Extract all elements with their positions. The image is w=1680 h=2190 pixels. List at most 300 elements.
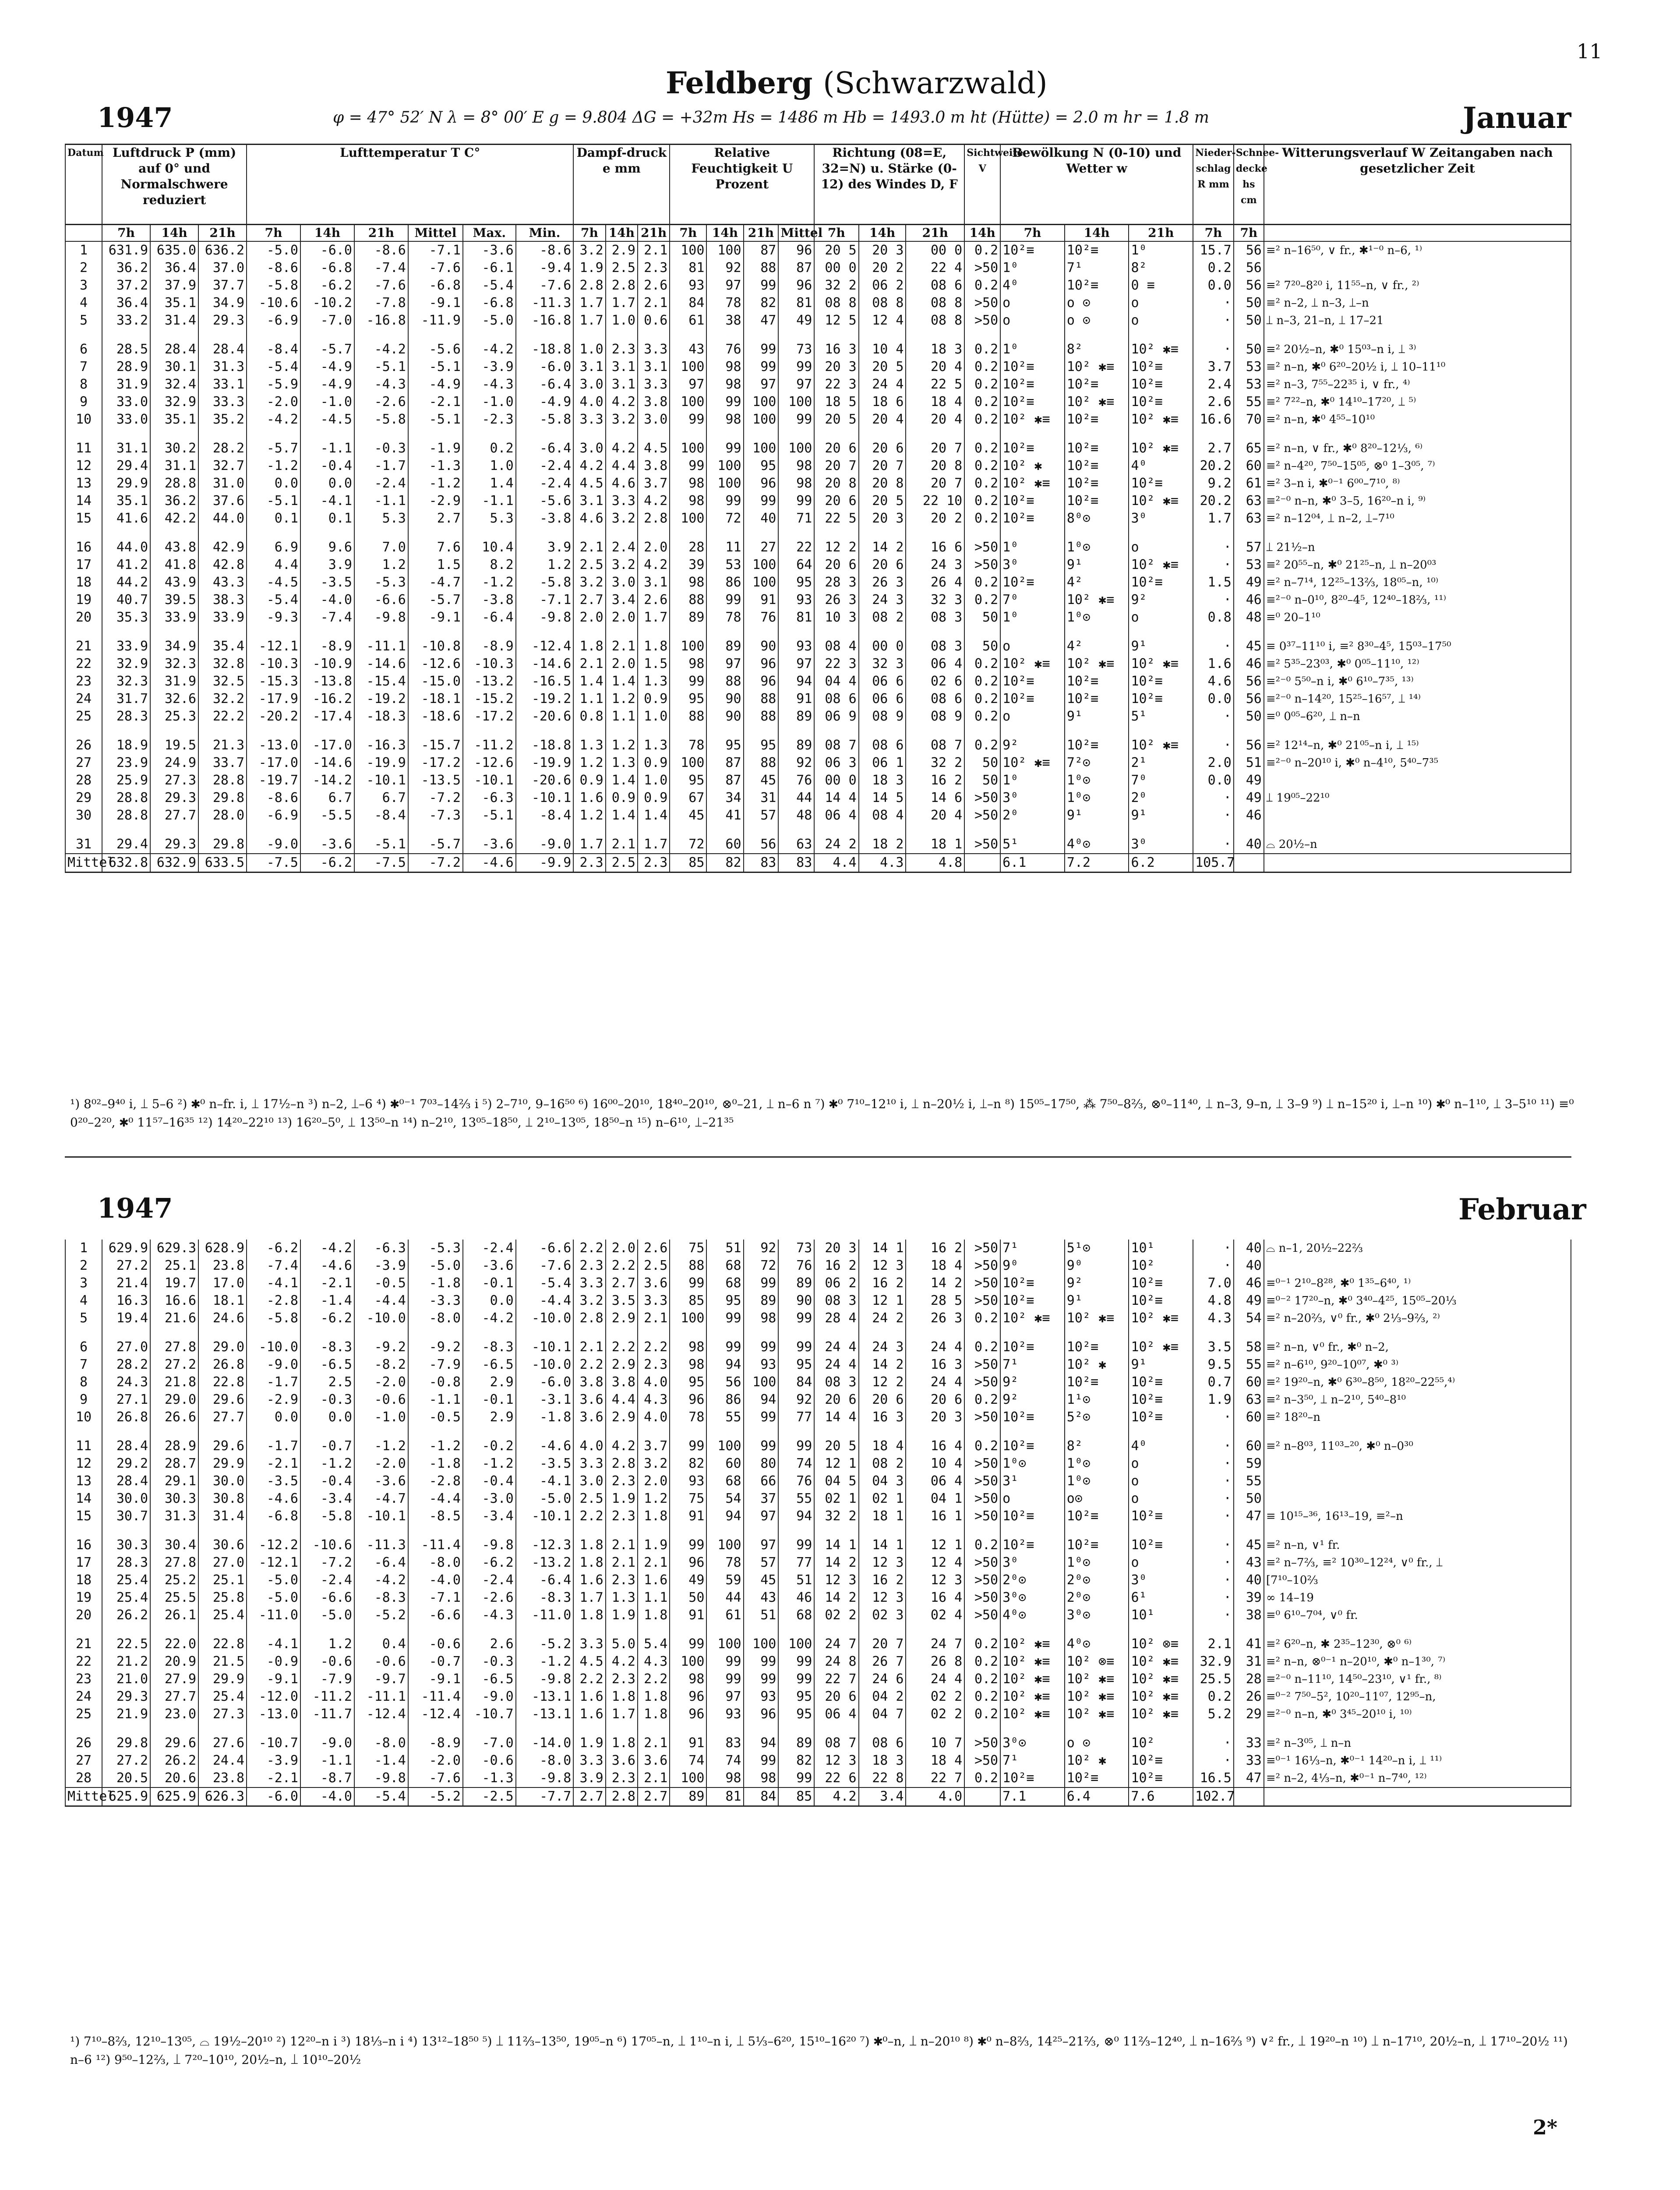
- cell-p-21h: 35.4: [198, 626, 247, 655]
- cell-wind-7h: 22 3: [814, 376, 858, 393]
- cell-schneedecke: 39: [1234, 1589, 1264, 1607]
- cell-t-14h: -4.1: [300, 492, 354, 510]
- cell-t-14h: -13.8: [300, 673, 354, 690]
- cell-u-14h: 55: [706, 1409, 743, 1426]
- cell-n-7h: 10²≡: [1000, 1275, 1065, 1292]
- cell-n-14h: 10²≡: [1065, 411, 1129, 428]
- cell-niederschlag: ·: [1193, 1554, 1234, 1572]
- cell-n-7h: 3⁰⊙: [1000, 1723, 1065, 1752]
- cell-t-7h: -9.3: [247, 609, 300, 626]
- cell-t-14h: -17.0: [300, 725, 354, 754]
- cell-n-7h: 5¹: [1000, 824, 1065, 854]
- cell-n-21h: 10²≡: [1129, 1292, 1193, 1310]
- cell-t-min: -9.9: [516, 854, 574, 872]
- cell-p-21h: 29.9: [198, 1455, 247, 1473]
- table-row: [65, 277, 1571, 294]
- cell-datum: 25: [65, 708, 102, 725]
- cell-t-14h: -6.2: [300, 277, 354, 294]
- cell-wind-21h: 12 3: [906, 1572, 964, 1589]
- cell-e-7h: 1.8: [573, 1607, 605, 1624]
- cell-niederschlag: ·: [1193, 1607, 1234, 1624]
- cell-t-max: -12.6: [463, 754, 516, 772]
- cell-u-mittel: 82: [778, 1752, 814, 1770]
- cell-wind-7h: 32 2: [814, 277, 858, 294]
- cell-e-21h: 0.6: [638, 312, 670, 329]
- cell-n-21h: 10²≡: [1129, 1391, 1193, 1409]
- cell-n-14h: 10² ✱≡: [1065, 1706, 1129, 1723]
- cell-niederschlag: ·: [1193, 1426, 1234, 1455]
- cell-niederschlag: ·: [1193, 1525, 1234, 1554]
- cell-p-14h: 25.5: [150, 1589, 198, 1607]
- cell-niederschlag: ·: [1193, 708, 1234, 725]
- cell-u-7h: 99: [670, 411, 706, 428]
- cell-p-14h: 27.3: [150, 772, 198, 789]
- cell-sichtweite: 0.2: [964, 492, 1000, 510]
- cell-t-7h: -1.7: [247, 1426, 300, 1455]
- cell-u-mittel: 99: [778, 1770, 814, 1787]
- cell-t-max: 8.2: [463, 556, 516, 574]
- cell-t-14h: -4.5: [300, 411, 354, 428]
- cell-p-14h: 20.9: [150, 1653, 198, 1671]
- cell-p-7h: 31.1: [102, 428, 150, 457]
- cell-t-21h: -15.4: [354, 673, 408, 690]
- cell-n-14h: 1⁰⊙: [1065, 609, 1129, 626]
- cell-t-7h: -5.0: [247, 241, 300, 259]
- cell-t-21h: -19.9: [354, 754, 408, 772]
- cell-witterungsverlauf: ≡⁰ 0⁰⁵–6²⁰, ⟘ n–n: [1264, 708, 1571, 725]
- cell-n-14h: 10²≡: [1065, 1508, 1129, 1525]
- cell-u-mittel: 49: [778, 312, 814, 329]
- cell-t-mittel: -1.8: [408, 1455, 463, 1473]
- cell-wind-7h: 12 5: [814, 312, 858, 329]
- cell-schneedecke: 59: [1234, 1455, 1264, 1473]
- cell-n-7h: 10²≡: [1000, 690, 1065, 708]
- cell-niederschlag: 20.2: [1193, 492, 1234, 510]
- cell-t-7h: -2.8: [247, 1292, 300, 1310]
- subheader-t-min: Min.: [516, 225, 574, 242]
- cell-e-7h: 2.1: [573, 527, 605, 556]
- cell-wind-21h: 16 6: [906, 527, 964, 556]
- cell-e-14h: 2.5: [606, 854, 638, 872]
- cell-u-mittel: 99: [778, 1426, 814, 1455]
- cell-wind-21h: 4.8: [906, 854, 964, 872]
- cell-wind-14h: 04 3: [859, 1473, 906, 1490]
- cell-t-21h: -4.3: [354, 376, 408, 393]
- cell-niederschlag: ·: [1193, 1240, 1234, 1257]
- cell-e-21h: 1.4: [638, 807, 670, 824]
- cell-u-7h: 91: [670, 1508, 706, 1525]
- cell-datum: 20: [65, 609, 102, 626]
- cell-t-7h: -19.7: [247, 772, 300, 789]
- cell-schneedecke: 49: [1234, 574, 1264, 591]
- cell-n-21h: 10² ✱≡: [1129, 655, 1193, 673]
- cell-t-7h: -5.7: [247, 428, 300, 457]
- year-january: 1947: [97, 102, 173, 134]
- cell-t-14h: -2.4: [300, 1572, 354, 1589]
- cell-t-max: -4.6: [463, 854, 516, 872]
- cell-t-max: -0.1: [463, 1391, 516, 1409]
- cell-e-21h: 1.5: [638, 655, 670, 673]
- cell-e-7h: 4.0: [573, 393, 605, 411]
- cell-n-14h: 2⁰⊙: [1065, 1572, 1129, 1589]
- cell-sichtweite: [964, 1787, 1000, 1806]
- cell-wind-7h: 20 7: [814, 457, 858, 475]
- table-row: [65, 1572, 1571, 1589]
- cell-p-21h: 31.0: [198, 475, 247, 492]
- cell-t-mittel: -3.3: [408, 1292, 463, 1310]
- cell-e-14h: 2.5: [606, 259, 638, 277]
- cell-wind-7h: 20 6: [814, 1391, 858, 1409]
- cell-u-14h: 81: [706, 1787, 743, 1806]
- cell-datum: 9: [65, 1391, 102, 1409]
- cell-e-21h: 3.3: [638, 1292, 670, 1310]
- cell-p-7h: 33.9: [102, 626, 150, 655]
- cell-u-mittel: 90: [778, 1292, 814, 1310]
- cell-n-14h: 4⁰⊙: [1065, 1624, 1129, 1653]
- table-row: [65, 1455, 1571, 1473]
- cell-t-max: -6.5: [463, 1671, 516, 1688]
- cell-e-14h: 2.2: [606, 1257, 638, 1275]
- cell-t-max: -2.4: [463, 1240, 516, 1257]
- cell-p-21h: 37.7: [198, 277, 247, 294]
- cell-p-14h: 21.8: [150, 1374, 198, 1391]
- table-row: [65, 457, 1571, 475]
- cell-e-7h: 1.0: [573, 329, 605, 358]
- cell-t-21h: -6.6: [354, 591, 408, 609]
- cell-e-21h: 2.6: [638, 1240, 670, 1257]
- cell-p-21h: 28.0: [198, 807, 247, 824]
- cell-t-min: -3.1: [516, 1391, 574, 1409]
- cell-wind-21h: 10 7: [906, 1723, 964, 1752]
- cell-t-7h: -4.2: [247, 411, 300, 428]
- cell-wind-21h: 08 3: [906, 609, 964, 626]
- cell-schneedecke: 53: [1234, 358, 1264, 376]
- cell-p-7h: 22.5: [102, 1624, 150, 1653]
- cell-u-mittel: 91: [778, 690, 814, 708]
- cell-t-max: -10.3: [463, 655, 516, 673]
- cell-p-14h: 29.3: [150, 824, 198, 854]
- cell-t-14h: -10.9: [300, 655, 354, 673]
- cell-niederschlag: ·: [1193, 1752, 1234, 1770]
- cell-datum: 26: [65, 1723, 102, 1752]
- cell-p-14h: 21.6: [150, 1310, 198, 1327]
- cell-wind-21h: 02 6: [906, 673, 964, 690]
- cell-e-14h: 2.1: [606, 626, 638, 655]
- subheader-e-7h: 7h: [573, 225, 605, 242]
- cell-p-7h: 41.2: [102, 556, 150, 574]
- cell-u-14h: 87: [706, 772, 743, 789]
- subheader-blank: [1264, 225, 1571, 242]
- cell-p-21h: 26.8: [198, 1356, 247, 1374]
- cell-niederschlag: ·: [1193, 1257, 1234, 1275]
- cell-n-7h: 7¹: [1000, 1240, 1065, 1257]
- cell-p-21h: 31.4: [198, 1508, 247, 1525]
- cell-u-7h: 39: [670, 556, 706, 574]
- cell-n-7h: 10² ✱≡: [1000, 1688, 1065, 1706]
- cell-schneedecke: 40: [1234, 824, 1264, 854]
- cell-u-mittel: 89: [778, 1723, 814, 1752]
- cell-u-7h: 75: [670, 1490, 706, 1508]
- cell-witterungsverlauf: ≡⁰ 20–1¹⁰: [1264, 609, 1571, 626]
- cell-t-min: -5.8: [516, 574, 574, 591]
- cell-u-21h: 47: [744, 312, 779, 329]
- table-row: [65, 1706, 1571, 1723]
- cell-e-14h: 1.4: [606, 673, 638, 690]
- cell-u-14h: 60: [706, 1455, 743, 1473]
- cell-n-21h: 7⁰: [1129, 772, 1193, 789]
- cell-e-7h: 4.5: [573, 1653, 605, 1671]
- cell-u-14h: 41: [706, 807, 743, 824]
- cell-t-14h: 0.0: [300, 475, 354, 492]
- cell-t-mittel: -5.3: [408, 1240, 463, 1257]
- cell-sichtweite: 0.2: [964, 358, 1000, 376]
- cell-schneedecke: 46: [1234, 807, 1264, 824]
- cell-witterungsverlauf: ≡⁰⁻¹ 2¹⁰–8²⁸, ✱⁰ 1³⁵–6⁴⁰, ¹⁾: [1264, 1275, 1571, 1292]
- cell-p-14h: 42.2: [150, 510, 198, 527]
- cell-n-21h: 10² ✱≡: [1129, 428, 1193, 457]
- cell-u-14h: 68: [706, 1473, 743, 1490]
- cell-u-7h: 75: [670, 1240, 706, 1257]
- cell-u-14h: 100: [706, 1426, 743, 1455]
- cell-e-21h: 3.6: [638, 1275, 670, 1292]
- cell-n-7h: 10²≡: [1000, 1508, 1065, 1525]
- cell-schneedecke: 29: [1234, 1706, 1264, 1723]
- table-row: [65, 824, 1571, 854]
- cell-datum: 12: [65, 1455, 102, 1473]
- cell-p-14h: 28.7: [150, 1455, 198, 1473]
- cell-niederschlag: 0.8: [1193, 609, 1234, 626]
- cell-n-7h: 10² ✱≡: [1000, 1310, 1065, 1327]
- cell-witterungsverlauf: [1264, 259, 1571, 277]
- cell-schneedecke: 45: [1234, 1525, 1264, 1554]
- cell-n-14h: 10² ✱≡: [1065, 655, 1129, 673]
- cell-u-7h: 98: [670, 1327, 706, 1356]
- cell-t-21h: -4.2: [354, 329, 408, 358]
- cell-t-7h: -6.9: [247, 312, 300, 329]
- cell-t-min: -6.6: [516, 1240, 574, 1257]
- cell-u-14h: 99: [706, 1653, 743, 1671]
- cell-n-14h: 7.2: [1065, 854, 1129, 872]
- cell-t-mittel: -0.8: [408, 1374, 463, 1391]
- cell-t-mittel: -11.4: [408, 1525, 463, 1554]
- cell-u-21h: 43: [744, 1589, 779, 1607]
- cell-u-14h: 78: [706, 609, 743, 626]
- cell-niederschlag: 2.6: [1193, 393, 1234, 411]
- cell-t-7h: -17.0: [247, 754, 300, 772]
- cell-e-14h: 2.3: [606, 1473, 638, 1490]
- cell-witterungsverlauf: [7¹⁰–10⅔: [1264, 1572, 1571, 1589]
- cell-niederschlag: 2.4: [1193, 376, 1234, 393]
- cell-schneedecke: 46: [1234, 1275, 1264, 1292]
- cell-wind-14h: 20 8: [859, 475, 906, 492]
- cell-wind-14h: 14 1: [859, 1240, 906, 1257]
- cell-t-21h: -11.1: [354, 626, 408, 655]
- cell-datum: 4: [65, 1292, 102, 1310]
- cell-sichtweite: >50: [964, 1607, 1000, 1624]
- cell-u-14h: 99: [706, 393, 743, 411]
- cell-n-7h: 7¹: [1000, 1752, 1065, 1770]
- cell-schneedecke: 60: [1234, 457, 1264, 475]
- cell-wind-14h: 18 2: [859, 824, 906, 854]
- cell-p-7h: 23.9: [102, 754, 150, 772]
- cell-wind-14h: 12 3: [859, 1554, 906, 1572]
- cell-t-max: -0.4: [463, 1473, 516, 1490]
- cell-t-14h: -10.2: [300, 294, 354, 312]
- cell-p-14h: 31.1: [150, 457, 198, 475]
- cell-wind-14h: 20 3: [859, 510, 906, 527]
- cell-t-21h: -18.3: [354, 708, 408, 725]
- cell-e-14h: 4.4: [606, 1391, 638, 1409]
- cell-e-14h: 4.2: [606, 428, 638, 457]
- cell-wind-7h: 18 5: [814, 393, 858, 411]
- cell-e-7h: 2.1: [573, 1327, 605, 1356]
- cell-p-21h: 21.3: [198, 725, 247, 754]
- cell-t-14h: -9.0: [300, 1723, 354, 1752]
- cell-e-14h: 3.6: [606, 1752, 638, 1770]
- cell-n-21h: 10² ⊗≡: [1129, 1624, 1193, 1653]
- cell-t-max: -2.4: [463, 1572, 516, 1589]
- cell-n-7h: 10² ✱≡: [1000, 754, 1065, 772]
- cell-datum: 12: [65, 457, 102, 475]
- cell-t-21h: -7.6: [354, 277, 408, 294]
- cell-u-21h: 72: [744, 1257, 779, 1275]
- cell-t-14h: -6.8: [300, 259, 354, 277]
- cell-p-21h: 33.7: [198, 754, 247, 772]
- cell-n-7h: 1⁰: [1000, 609, 1065, 626]
- subheader-n-21h: 21h: [1129, 225, 1193, 242]
- cell-n-14h: 7²⊙: [1065, 754, 1129, 772]
- cell-t-21h: -0.5: [354, 1275, 408, 1292]
- cell-t-min: -8.4: [516, 807, 574, 824]
- cell-witterungsverlauf: ≡² n–2, ⟘ n–3, ⟘–n: [1264, 294, 1571, 312]
- cell-wind-7h: 22 3: [814, 655, 858, 673]
- cell-niederschlag: 7.0: [1193, 1275, 1234, 1292]
- cell-e-7h: 1.2: [573, 754, 605, 772]
- cell-p-21h: 29.8: [198, 789, 247, 807]
- cell-e-21h: 2.0: [638, 1473, 670, 1490]
- subheader-schneedecke: 7h: [1234, 225, 1264, 242]
- cell-sichtweite: >50: [964, 1257, 1000, 1275]
- cell-t-min: -9.8: [516, 1671, 574, 1688]
- cell-schneedecke: [1234, 854, 1264, 872]
- cell-e-14h: 1.4: [606, 772, 638, 789]
- cell-t-14h: -17.4: [300, 708, 354, 725]
- cell-p-7h: 25.4: [102, 1572, 150, 1589]
- cell-datum: 2: [65, 259, 102, 277]
- cell-u-21h: 56: [744, 824, 779, 854]
- cell-wind-14h: 18 1: [859, 1508, 906, 1525]
- cell-u-mittel: 100: [778, 428, 814, 457]
- cell-u-14h: 38: [706, 312, 743, 329]
- table-row: [65, 358, 1571, 376]
- cell-u-7h: 91: [670, 1607, 706, 1624]
- cell-sichtweite: >50: [964, 1356, 1000, 1374]
- cell-niederschlag: 20.2: [1193, 457, 1234, 475]
- cell-wind-21h: 20 2: [906, 510, 964, 527]
- table-row: [65, 807, 1571, 824]
- cell-witterungsverlauf: ≡² n–7¹⁴, 12²⁵–13⅔, 18⁰⁵–n, ¹⁰⁾: [1264, 574, 1571, 591]
- header-niederschlag: Nieder-schlag R mm: [1193, 145, 1234, 225]
- cell-t-min: -6.4: [516, 1572, 574, 1589]
- cell-t-14h: -0.4: [300, 1473, 354, 1490]
- cell-p-21h: 28.2: [198, 428, 247, 457]
- cell-n-21h: 10²≡: [1129, 1508, 1193, 1525]
- cell-schneedecke: 53: [1234, 376, 1264, 393]
- cell-wind-7h: 22 6: [814, 1770, 858, 1787]
- cell-wind-21h: 32 3: [906, 591, 964, 609]
- cell-e-21h: 4.2: [638, 492, 670, 510]
- cell-t-mittel: -0.5: [408, 1409, 463, 1426]
- cell-t-max: -0.1: [463, 1275, 516, 1292]
- table-row: [65, 1607, 1571, 1624]
- cell-wind-14h: 12 2: [859, 1374, 906, 1391]
- cell-t-min: -16.5: [516, 673, 574, 690]
- cell-t-7h: -2.1: [247, 1455, 300, 1473]
- cell-n-21h: o: [1129, 312, 1193, 329]
- cell-e-21h: 3.8: [638, 457, 670, 475]
- cell-u-mittel: 92: [778, 1391, 814, 1409]
- cell-u-mittel: 97: [778, 376, 814, 393]
- cell-sichtweite: 0.2: [964, 510, 1000, 527]
- cell-n-21h: o: [1129, 1473, 1193, 1490]
- cell-sichtweite: >50: [964, 807, 1000, 824]
- cell-wind-7h: 12 2: [814, 527, 858, 556]
- cell-n-7h: 10² ✱≡: [1000, 1624, 1065, 1653]
- cell-u-7h: 96: [670, 1688, 706, 1706]
- cell-p-14h: 33.9: [150, 609, 198, 626]
- cell-wind-14h: 20 7: [859, 457, 906, 475]
- cell-witterungsverlauf: ≡² n–3, 7⁵⁵–22³⁵ i, ∨ fr., ⁴⁾: [1264, 376, 1571, 393]
- cell-wind-7h: 20 5: [814, 411, 858, 428]
- cell-u-21h: 91: [744, 591, 779, 609]
- cell-n-7h: 10²≡: [1000, 376, 1065, 393]
- cell-t-21h: -1.2: [354, 1426, 408, 1455]
- cell-t-max: -3.0: [463, 1490, 516, 1508]
- cell-u-14h: 100: [706, 475, 743, 492]
- cell-wind-7h: 04 5: [814, 1473, 858, 1490]
- cell-u-14h: 61: [706, 1607, 743, 1624]
- subheader-u-14h: 14h: [706, 225, 743, 242]
- cell-wind-14h: 08 6: [859, 725, 906, 754]
- cell-e-14h: 1.3: [606, 1589, 638, 1607]
- cell-t-mittel: -17.2: [408, 754, 463, 772]
- cell-witterungsverlauf: ≡⁰⁻² 7⁵⁰–5², 10²⁰–11⁰⁷, 12⁹⁵–n,: [1264, 1688, 1571, 1706]
- cell-schneedecke: 56: [1234, 673, 1264, 690]
- cell-niederschlag: 16.5: [1193, 1770, 1234, 1787]
- cell-wind-21h: 02 2: [906, 1706, 964, 1723]
- cell-u-mittel: 63: [778, 824, 814, 854]
- cell-t-14h: -0.6: [300, 1653, 354, 1671]
- cell-u-21h: 99: [744, 1653, 779, 1671]
- cell-t-7h: -5.4: [247, 591, 300, 609]
- cell-p-14h: 27.9: [150, 1671, 198, 1688]
- cell-t-mittel: -18.6: [408, 708, 463, 725]
- cell-sichtweite: >50: [964, 1554, 1000, 1572]
- cell-witterungsverlauf: ≡² n–8⁰³, 11⁰³–²⁰, ✱⁰ n–0³⁰: [1264, 1426, 1571, 1455]
- cell-wind-21h: 16 1: [906, 1508, 964, 1525]
- cell-t-min: -7.1: [516, 591, 574, 609]
- cell-datum: 22: [65, 1653, 102, 1671]
- cell-n-14h: 10²≡: [1065, 1770, 1129, 1787]
- cell-t-mittel: -1.3: [408, 457, 463, 475]
- cell-u-mittel: 95: [778, 574, 814, 591]
- cell-t-mittel: -11.9: [408, 312, 463, 329]
- cell-witterungsverlauf: ≡² 3–n i, ✱⁰⁻¹ 6⁰⁰–7¹⁰, ⁸⁾: [1264, 475, 1571, 492]
- cell-wind-21h: 08 6: [906, 277, 964, 294]
- cell-t-min: -14.0: [516, 1723, 574, 1752]
- cell-schneedecke: 57: [1234, 527, 1264, 556]
- cell-e-7h: 4.2: [573, 457, 605, 475]
